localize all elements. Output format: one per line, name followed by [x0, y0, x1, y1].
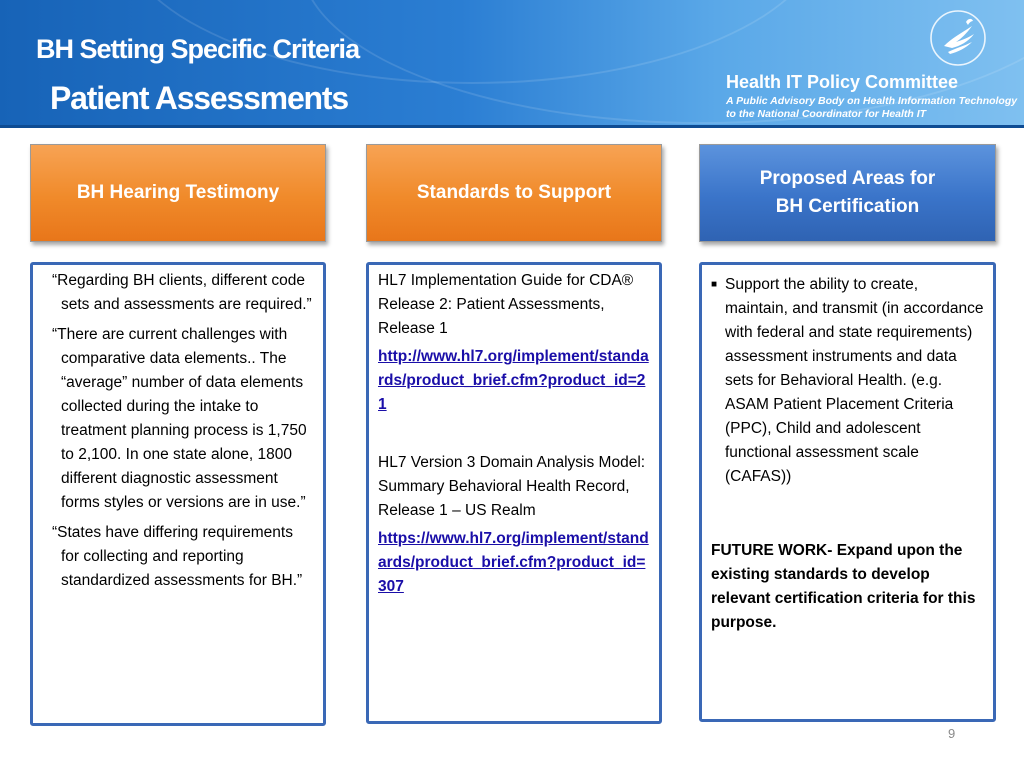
standard-title: HL7 Version 3 Domain Analysis Model: Summary Behavioral Health Record, Release 1 – US Realm [378, 454, 646, 519]
column-header-label: Standards to Support [416, 182, 612, 203]
bullet-text: Support the ability to create, maintain, and transmit (in accordance with federal and state requirements) assessment instruments and data sets for Behavioral Health. (e.g. ASAM Patient Placement Criteria (PPC), Child and adolescent functional assessment scale (CAFAS)) [725, 276, 984, 485]
slide-subtitle: Patient Assessments [50, 80, 348, 116]
standards-box [366, 262, 662, 724]
future-work-text: FUTURE WORK- Expand upon the existing standards to develop relevant certification criteria for this purpose. [711, 542, 976, 631]
standard-link[interactable]: http://www.hl7.org/implement/standards/product_brief.cfm?product_id=21 [378, 348, 649, 413]
certification-bullet [711, 273, 985, 489]
hhs-eagle-icon [926, 8, 990, 68]
page-number: 9 [948, 726, 956, 741]
certification-box [699, 262, 996, 722]
column-header-certification [699, 144, 996, 242]
column-header-label [760, 165, 936, 221]
standard-link[interactable]: https://www.hl7.org/implement/standards/product_brief.cfm?product_id=307 [378, 530, 649, 595]
column-header-label: BH Hearing Testimony [76, 182, 280, 203]
testimony-quote: “Regarding BH clients, different code sets and assessments are required.” [52, 272, 312, 313]
column-header-line: Proposed Areas for [759, 168, 936, 189]
testimony-quote: “There are current challenges with comparative data elements.. The “average” number of data elements collected during the intake to treatment planning process is 1,750 to 2,100. In one state alone, 1800 different diagnostic assessment forms styles or versions are in use.” [52, 326, 307, 511]
testimony-quote: “States have differing requirements for collecting and reporting standardized assessments for BH.” [52, 524, 303, 589]
standard-title: HL7 Implementation Guide for CDA® Release 2: Patient Assessments, Release 1 [378, 272, 634, 337]
column-header-testimony [30, 144, 326, 242]
org-tagline: A Public Advisory Body on Health Information Technology [726, 95, 1018, 107]
org-name: Health IT Policy Committee [726, 72, 959, 92]
column-header-standards [366, 144, 662, 242]
slide-title: BH Setting Specific Criteria [36, 34, 360, 64]
square-bullet-icon: ■ [711, 279, 718, 290]
org-tagline: to the National Coordinator for Health IT [726, 108, 927, 120]
header-banner [0, 0, 1024, 128]
testimony-box [30, 262, 326, 726]
column-header-line: BH Certification [775, 196, 920, 217]
